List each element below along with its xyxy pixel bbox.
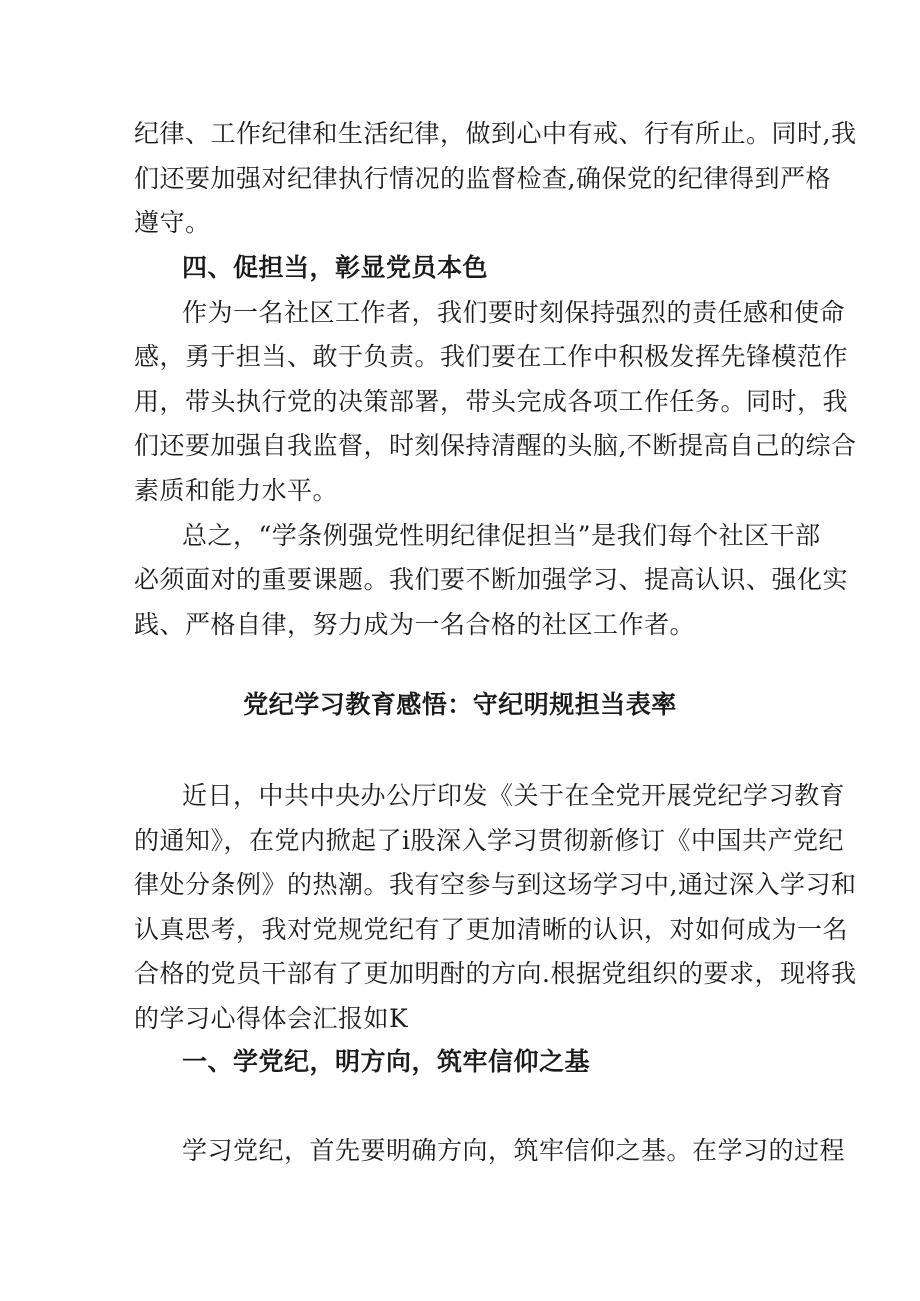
- paragraph-line: 必须面对的重要课题。我们要不断加强学习、提高认识、强化实: [134, 565, 849, 594]
- article-title: 党纪学习教育感悟：守纪明规担当表率: [243, 690, 677, 719]
- paragraph-line: 合格的党员干部有了更加明酎的方向.根据党组织的要求，现将我: [134, 959, 857, 988]
- section-heading: 四、促担当，彰显党员本色: [182, 253, 489, 282]
- paragraph-line: 素质和能力水平。: [134, 476, 339, 505]
- paragraph-line: 认真思考，我对党规党纪有了更加清晰的认识，对如何成为一名: [134, 915, 849, 944]
- paragraph-line: 感，勇于担当、敢于负责。我们要在工作中积极发挥先锋模范作: [134, 342, 849, 371]
- paragraph-line: 的学习心得体会汇报如K: [134, 1004, 409, 1033]
- paragraph-line: 们还要加强自我监督，时刻保持清醒的头脑,不断提高自己的综合: [134, 431, 857, 460]
- paragraph-line: 总之，“学条例强党性明纪律促担当”是我们每个社区干部: [182, 521, 821, 550]
- paragraph-line: 遵守。: [134, 208, 211, 237]
- paragraph-line: 的通知》，在党内掀起了i股深入学习贯彻新修订《中国共产党纪: [134, 826, 844, 855]
- paragraph-line: 近日，中共中央办公厅印发《关于在全党开展党纪学习教育: [182, 781, 846, 810]
- section-heading: 一、学党纪，明方向，筑牢信仰之基: [182, 1047, 591, 1076]
- paragraph-line: 纪律、工作纪律和生活纪律，做到心中有戒、行有所止。同时,我: [134, 119, 857, 148]
- paragraph-line: 践、严格自律，努力成为一名合格的社区工作者。: [134, 610, 696, 639]
- paragraph-line: 律处分条例》的热潮。我有空参与到这场学习中,通过深入学习和: [134, 870, 857, 899]
- paragraph-line: 作为一名社区工作者，我们要时刻保持强烈的责任感和使命: [182, 298, 846, 327]
- paragraph-line: 用，带头执行党的决策部署，带头完成各项工作任务。同时，我: [134, 387, 849, 416]
- paragraph-line: 学习党纪，首先要明确方向，筑牢信仰之基。在学习的过程: [182, 1136, 846, 1165]
- paragraph-line: 们还要加强对纪律执行情况的监督检查,确保党的纪律得到严格: [134, 164, 831, 193]
